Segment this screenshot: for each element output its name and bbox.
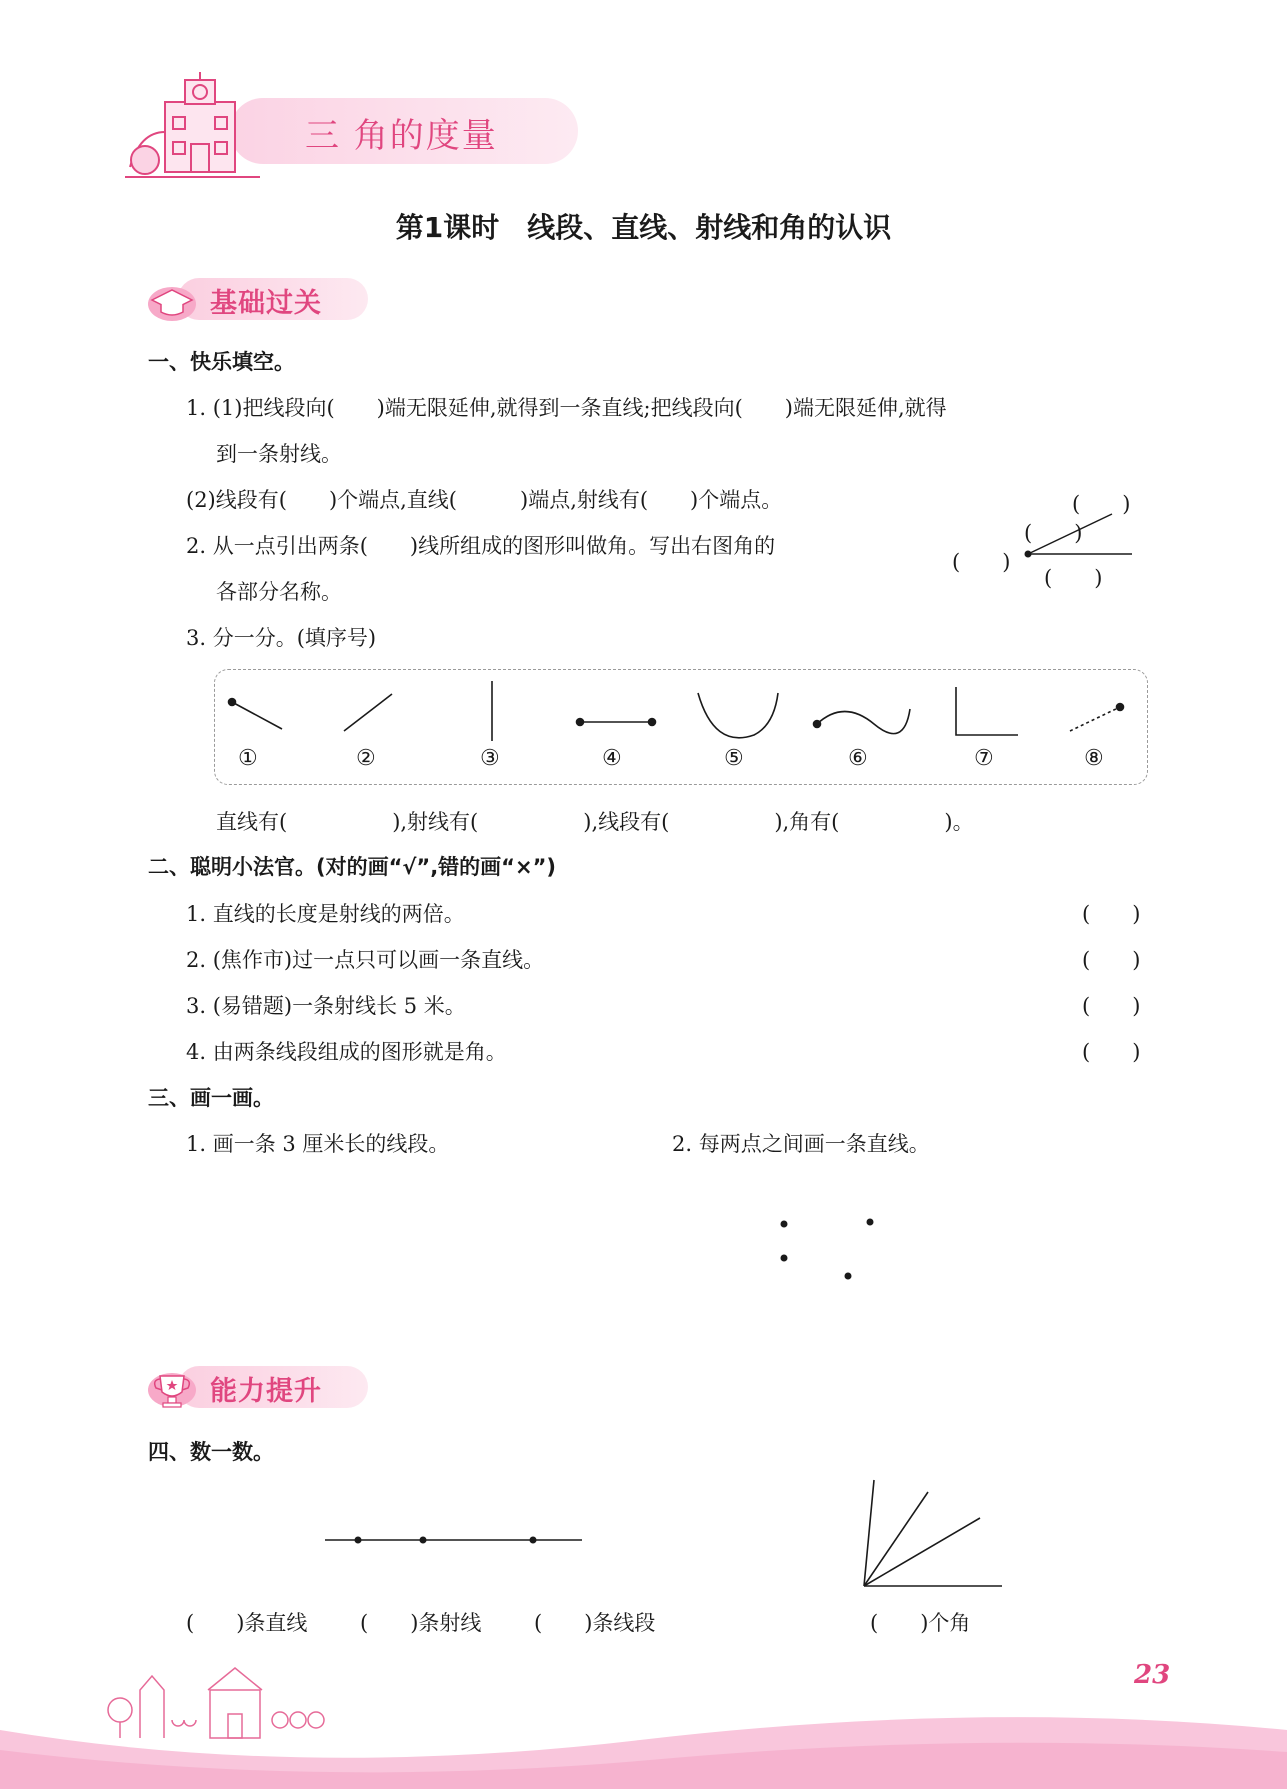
figure-label-6: ⑥ [848,746,868,771]
page-number: 23 [1134,1660,1171,1690]
q1-heading: 一、快乐填空。 [148,350,295,374]
figure-2-line [344,694,392,731]
q3-heading: 三、画一画。 [148,1086,274,1110]
q1-line-3: (2)线段有( )个端点,直线( )端点,射线有( )个端点。 [186,488,783,512]
q1-line-5: 各部分名称。 [216,580,342,604]
four-points-figure [770,1212,880,1282]
figure-8-ray [1070,707,1120,731]
angle-blank-arc: ( ) [1024,521,1083,545]
multiple-angles-figure [856,1474,1006,1590]
figure-label-4: ④ [602,746,622,771]
q2-answer-3: ( ) [1082,994,1141,1018]
section-title-ability: 能力提升 [210,1376,322,1407]
q3-item-1: 1. 画一条 3 厘米长的线段。 [186,1132,450,1156]
q2-answer-1: ( ) [1082,902,1141,926]
q2-item-3: 3. (易错题)一条射线长 5 米。 [186,994,466,1018]
figure-6-wave [817,709,910,734]
q4-heading: 四、数一数。 [148,1440,274,1464]
angle-blank-side-bottom: ( ) [1044,566,1103,590]
q2-item-2: 2. (焦作市)过一点只可以画一条直线。 [186,948,545,972]
section-title-basic: 基础过关 [210,288,322,319]
figure-label-8: ⑧ [1084,746,1104,771]
angle-blank-vertex: ( ) [952,550,1011,574]
graduation-cap-icon [146,278,198,322]
figure-label-1: ① [238,746,258,771]
q2-item-4: 4. 由两条线段组成的图形就是角。 [186,1040,507,1064]
trophy-icon [146,1366,198,1410]
q2-heading: 二、聪明小法官。(对的画“√”,错的画“×”) [148,855,556,879]
q4-answer-rays: ( )条射线 [360,1611,482,1635]
q4-answer-lines: ( )条直线 [186,1611,308,1635]
figure-label-3: ③ [480,746,500,771]
q4-answer-segments: ( )条线段 [534,1611,656,1635]
town-illustration-icon [100,1650,340,1740]
q3-item-2: 2. 每两点之间画一条直线。 [672,1132,930,1156]
q4-answer-angles: ( )个角 [870,1611,971,1635]
figure-7-angle [956,687,1018,735]
angle-blank-side-top: ( ) [1072,492,1131,516]
chapter-title: 三 角的度量 [305,116,498,156]
points-on-line-figure [320,1528,590,1554]
q2-answer-2: ( ) [1082,948,1141,972]
figure-1-ray [232,702,282,729]
q1-classify-line: 直线有( ),射线有( ),线段有( ),角有( )。 [216,810,974,834]
q1-line-6: 3. 分一分。(填序号) [186,626,377,650]
q2-item-1: 1. 直线的长度是射线的两倍。 [186,902,465,926]
figure-label-5: ⑤ [724,746,744,771]
figures-drawing [214,669,1148,785]
figure-label-7: ⑦ [974,746,994,771]
figure-label-2: ② [356,746,376,771]
school-building-icon [125,72,265,182]
figure-5-curve [698,693,778,738]
lesson-title: 第1课时 线段、直线、射线和角的认识 [395,211,892,244]
q1-line-1: 1. (1)把线段向( )端无限延伸,就得到一条直线;把线段向( )端无限延伸,就得 [186,396,947,420]
q1-line-2: 到一条射线。 [216,442,342,466]
q1-line-4: 2. 从一点引出两条( )线所组成的图形叫做角。写出右图角的 [186,534,776,558]
q2-answer-4: ( ) [1082,1040,1141,1064]
